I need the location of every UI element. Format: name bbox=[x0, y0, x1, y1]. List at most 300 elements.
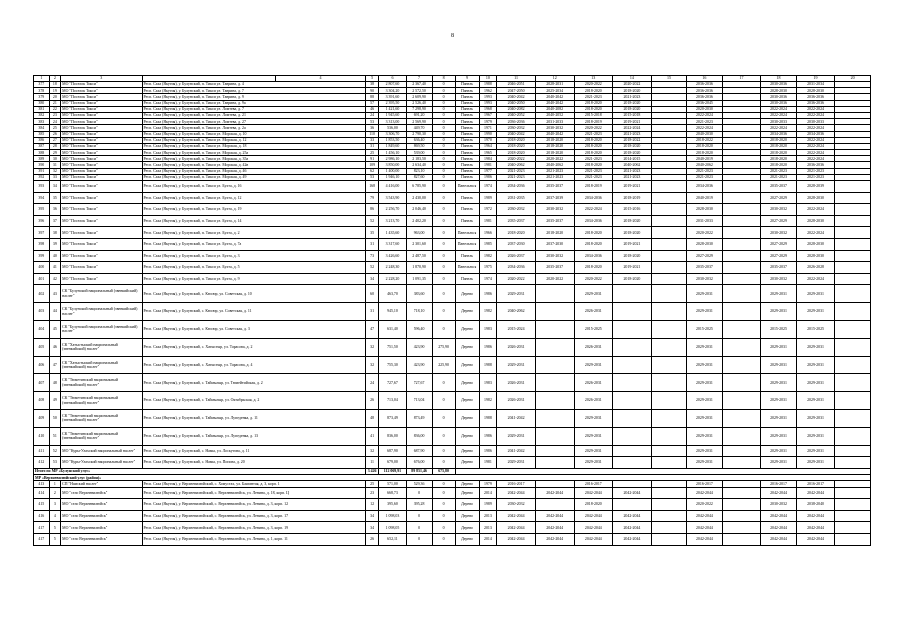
c10-cell: 2020-2022 bbox=[497, 156, 536, 162]
municipality-cell: МО "Поселок Тикси" bbox=[61, 262, 142, 274]
c10-cell: 2018-2020 bbox=[497, 143, 536, 149]
c11-cell: 2020-2022 bbox=[535, 156, 574, 162]
c12-cell: 2034-2036 bbox=[574, 250, 613, 262]
municipality-cell: МО "Куры-Улахский национальный наслег" bbox=[61, 445, 142, 457]
c15-cell: 2042-2044 bbox=[687, 534, 722, 546]
c14-cell bbox=[651, 273, 686, 285]
c12-cell: 2018-2019 bbox=[574, 181, 613, 193]
total-area-cell: 1 098,05 bbox=[379, 522, 406, 534]
item-number: 22 bbox=[49, 106, 60, 112]
c17-cell: 2029-2031 bbox=[761, 374, 796, 392]
c15-cell: 2021-2023 bbox=[687, 174, 722, 180]
wall-material-cell: Дерево bbox=[455, 356, 479, 374]
municipality-cell: СП "Намский наслег" bbox=[61, 481, 142, 487]
other-area-cell: 0 bbox=[432, 227, 455, 239]
c13-cell: 2020-2022 bbox=[613, 82, 652, 88]
row-number: 409 bbox=[34, 409, 50, 427]
c19-cell bbox=[835, 409, 871, 427]
c15-cell: 2027-2029 bbox=[687, 250, 722, 262]
other-area-cell: 0 bbox=[432, 94, 455, 100]
item-number: 24 bbox=[49, 119, 60, 125]
c12-cell: 2029-2031 bbox=[574, 285, 613, 303]
c16-cell bbox=[722, 522, 761, 534]
table-row bbox=[34, 227, 871, 239]
item-number: 37 bbox=[49, 215, 60, 227]
c11-cell: 2040-2042 bbox=[535, 131, 574, 137]
year-cell: 1986 bbox=[479, 445, 497, 457]
c14-cell bbox=[651, 457, 686, 469]
count-cell: 24 bbox=[365, 374, 379, 392]
c17-cell: 2022-2024 bbox=[761, 112, 796, 118]
other-area-cell: 0 bbox=[432, 262, 455, 274]
item-number: 28 bbox=[49, 143, 60, 149]
count-cell: 33 bbox=[365, 137, 379, 143]
living-area-cell: 827,60 bbox=[406, 174, 432, 180]
item-number: 38 bbox=[49, 227, 60, 239]
year-cell: 1967 bbox=[479, 112, 497, 118]
c16-cell bbox=[722, 499, 761, 511]
c18-cell: 2026-2028 bbox=[796, 262, 835, 274]
count-cell: 46 bbox=[365, 106, 379, 112]
c10-cell: 2031-2035 bbox=[497, 192, 536, 204]
c14-cell bbox=[651, 392, 686, 410]
c15-cell: 2029-2031 bbox=[687, 457, 722, 469]
c19-cell bbox=[835, 499, 871, 511]
c16-cell bbox=[722, 356, 761, 374]
count-cell: 48 bbox=[365, 409, 379, 427]
c17-cell: 2035-2037 bbox=[761, 181, 796, 193]
c12-cell: 2021-2023 bbox=[574, 156, 613, 162]
c12-cell: 2018-2020 bbox=[574, 262, 613, 274]
row-number: 388 bbox=[34, 150, 50, 156]
c12-cell: 2021-2023 bbox=[574, 131, 613, 137]
wall-material-cell: Панель bbox=[455, 119, 479, 125]
address-cell: Респ. Саха (Якутия), у. Булунский, п. Тикси ул. Бухта, д. 19 bbox=[142, 204, 365, 216]
other-area-cell: 0 bbox=[432, 392, 455, 410]
row-number: 383 bbox=[34, 119, 50, 125]
address-cell: Респ. Саха (Якутия), у. Булунский, п. Тикси ул. Ломтева, д. 21 bbox=[142, 112, 365, 118]
other-area-cell: 0 bbox=[432, 131, 455, 137]
wall-material-cell: Дерево bbox=[455, 457, 479, 469]
item-number: 41 bbox=[49, 262, 60, 274]
living-area-cell: 2 572,50 bbox=[406, 88, 432, 94]
c13-cell: 2018-2020 bbox=[613, 250, 652, 262]
table-row bbox=[34, 457, 871, 469]
other-area-cell: 0 bbox=[432, 445, 455, 457]
row-number: 381 bbox=[34, 106, 50, 112]
living-area-cell: 596,40 bbox=[406, 320, 432, 338]
c17-cell: 2018-2020 bbox=[761, 150, 796, 156]
other-area-cell: 0 bbox=[432, 181, 455, 193]
c10-cell: 2026-2031 bbox=[497, 374, 536, 392]
c15-cell: 2022-2024 bbox=[687, 112, 722, 118]
wall-material-cell: Дерево bbox=[455, 320, 479, 338]
c16-cell bbox=[722, 181, 761, 193]
address-cell: Респ. Саха (Якутия), у. Верхневилюйский, с. Хомустах, ул. Баягантая, д. 3, корп. 1 bbox=[142, 481, 365, 487]
c11-cell bbox=[535, 499, 574, 511]
page-number: 8 bbox=[451, 33, 454, 39]
c10-cell: 2047-2050 bbox=[497, 88, 536, 94]
living-area-cell: 395,28 bbox=[406, 499, 432, 511]
item-number: 36 bbox=[49, 204, 60, 216]
c13-cell: 2042-2044 bbox=[613, 510, 652, 522]
c15-cell: 2036-2036 bbox=[687, 82, 722, 88]
c13-cell bbox=[613, 356, 652, 374]
other-area-cell: 0 bbox=[432, 204, 455, 216]
address-cell: Респ. Саха (Якутия), у. Булунский, п. Тикси ул. Таврина, д. 7 bbox=[142, 88, 365, 94]
c18-cell: 2021-2023 bbox=[796, 174, 835, 180]
c12-cell: 2015-2025 bbox=[574, 320, 613, 338]
year-cell: 1993 bbox=[479, 94, 497, 100]
municipality-cell: МО "Поселок Тикси" bbox=[61, 215, 142, 227]
year-cell: 1988 bbox=[479, 356, 497, 374]
row-number: 408 bbox=[34, 392, 50, 410]
total-area-cell: 836,00 bbox=[379, 427, 406, 445]
c11-cell bbox=[535, 338, 574, 356]
c11-cell bbox=[535, 427, 574, 445]
c14-cell bbox=[651, 285, 686, 303]
municipality-cell: МО "Поселок Тикси" bbox=[61, 150, 142, 156]
count-cell: 88 bbox=[365, 94, 379, 100]
c14-cell bbox=[651, 427, 686, 445]
count-cell: 86 bbox=[365, 204, 379, 216]
c12-cell: 2020-2022 bbox=[574, 273, 613, 285]
c10-cell: 2021-2023 bbox=[497, 174, 536, 180]
other-area-cell: 0 bbox=[432, 174, 455, 180]
c11-cell: 2030-2032 bbox=[535, 250, 574, 262]
c17-cell: 2029-2031 bbox=[761, 338, 796, 356]
living-area-cell: 539,00 bbox=[406, 150, 432, 156]
item-number: 50 bbox=[49, 409, 60, 427]
municipality-cell: МО "Поселок Тикси" bbox=[61, 250, 142, 262]
c10-cell: 2042-2044 bbox=[497, 522, 536, 534]
c14-cell bbox=[651, 534, 686, 546]
c17-cell: 2030-2036 bbox=[761, 94, 796, 100]
total-area-cell: 2 256,70 bbox=[379, 204, 406, 216]
c15-cell: 2029-2031 bbox=[687, 338, 722, 356]
row-number: 396 bbox=[34, 215, 50, 227]
c13-cell: 2021-2023 bbox=[613, 174, 652, 180]
c16-cell bbox=[722, 215, 761, 227]
total-area-cell: 2 228,20 bbox=[379, 273, 406, 285]
c13-cell: 2019-2021 bbox=[613, 181, 652, 193]
c11-cell: 2035-2037 bbox=[535, 181, 574, 193]
table-row bbox=[34, 356, 871, 374]
living-area-cell: 2 790,30 bbox=[406, 131, 432, 137]
c18-cell: 2042-2044 bbox=[796, 522, 835, 534]
item-number: 48 bbox=[49, 374, 60, 392]
c17-cell: 2018-2020 bbox=[761, 156, 796, 162]
address-cell: Респ. Саха (Якутия), у. Булунский, с. Намы, ул. Попова, д. 20 bbox=[142, 457, 365, 469]
c18-cell: 2028-2030 bbox=[796, 88, 835, 94]
total-area-cell: 1 456,10 bbox=[379, 150, 406, 156]
other-area-cell: 0 bbox=[432, 215, 455, 227]
table-row bbox=[34, 522, 871, 534]
other-area-cell: 275,90 bbox=[432, 338, 455, 356]
c10-cell: 2040-2042 bbox=[497, 94, 536, 100]
other-area-cell: 0 bbox=[432, 137, 455, 143]
c13-cell: 2042-2044 bbox=[613, 522, 652, 534]
c15-cell: 2030-2032 bbox=[687, 273, 722, 285]
living-area-cell: 727,67 bbox=[406, 374, 432, 392]
address-cell: Респ. Саха (Якутия), у. Булунский, п. Тикси ул. Бухта, д. 14 bbox=[142, 215, 365, 227]
other-area-cell: 0 bbox=[432, 250, 455, 262]
year-cell: 1977 bbox=[479, 168, 497, 174]
item-number: 2 bbox=[49, 487, 60, 499]
wall-material-cell: Дерево bbox=[455, 499, 479, 511]
municipality-cell: МО "Поселок Тикси" bbox=[61, 162, 142, 168]
municipality-cell: МО "Поселок Тикси" bbox=[61, 143, 142, 149]
table-row bbox=[34, 181, 871, 193]
item-number: 44 bbox=[49, 303, 60, 321]
c10-cell: 2041-2042 bbox=[497, 445, 536, 457]
c12-cell: 2021-2023 bbox=[574, 174, 613, 180]
c10-cell: 2040-2062 bbox=[497, 162, 536, 168]
wall-material-cell: Панельна я bbox=[455, 262, 479, 274]
c17-cell: 2027-2029 bbox=[761, 192, 796, 204]
c13-cell bbox=[613, 320, 652, 338]
year-cell: 2013 bbox=[479, 510, 497, 522]
c13-cell bbox=[613, 499, 652, 511]
c16-cell bbox=[722, 238, 761, 250]
c17-cell: 2029-2031 bbox=[761, 445, 796, 457]
table-row bbox=[34, 320, 871, 338]
row-number: 401 bbox=[34, 273, 50, 285]
item-number: 25 bbox=[49, 125, 60, 131]
c18-cell: 2034-2036 bbox=[796, 131, 835, 137]
c13-cell: 2018-2020 bbox=[613, 88, 652, 94]
c12-cell: 2018-2020 bbox=[574, 227, 613, 239]
row-number: 417 bbox=[34, 522, 50, 534]
wall-material-cell: Панель bbox=[455, 168, 479, 174]
c10-cell: 2020-2022 bbox=[497, 273, 536, 285]
living-area-cell: 0 bbox=[406, 522, 432, 534]
c12-cell: 2029-2031 bbox=[574, 445, 613, 457]
c16-cell bbox=[722, 303, 761, 321]
year-cell: 1986 bbox=[479, 427, 497, 445]
living-area-cell: 2 430,00 bbox=[406, 192, 432, 204]
c18-cell: 2022-2024 bbox=[796, 125, 835, 131]
municipality-cell: МО "Поселок Тикси" bbox=[61, 131, 142, 137]
c17-cell: 2034-2036 bbox=[761, 131, 796, 137]
c18-cell: 2029-2031 bbox=[796, 338, 835, 356]
c15-cell: 2018-2022 bbox=[687, 137, 722, 143]
other-area-cell: 0 bbox=[432, 88, 455, 94]
municipality-cell: МО "Поселок Тикси" bbox=[61, 192, 142, 204]
c16-cell bbox=[722, 192, 761, 204]
column-number: 11 bbox=[497, 76, 536, 82]
row-number: 377 bbox=[34, 82, 50, 88]
c13-cell bbox=[613, 392, 652, 410]
c13-cell bbox=[613, 374, 652, 392]
row-number: 378 bbox=[34, 88, 50, 94]
count-cell: 47 bbox=[365, 320, 379, 338]
count-cell: 73 bbox=[365, 250, 379, 262]
year-cell: 1988 bbox=[479, 82, 497, 88]
other-area-cell: 0 bbox=[432, 374, 455, 392]
c14-cell bbox=[651, 338, 686, 356]
c16-cell bbox=[722, 427, 761, 445]
total-area-cell: 463,70 bbox=[379, 285, 406, 303]
wall-material-cell: Панель bbox=[455, 137, 479, 143]
address-cell: Респ. Саха (Якутия), у. Булунский, п. Тикси ул. Бухта, д. 7а bbox=[142, 238, 365, 250]
other-area-cell: 0 bbox=[432, 119, 455, 125]
address-cell: Респ. Саха (Якутия), у. Булунский, п. Тикси ул. Ломтева, д. 2а bbox=[142, 125, 365, 131]
living-area-cell: 713,04 bbox=[406, 392, 432, 410]
living-area-cell: 2 487,50 bbox=[406, 250, 432, 262]
wall-material-cell: Дерево bbox=[455, 285, 479, 303]
item-number: 3 bbox=[49, 499, 60, 511]
address-cell: Респ. Саха (Якутия), у. Булунский, п. Тикси ул. Морская, д. 35а bbox=[142, 156, 365, 162]
address-cell: Респ. Саха (Якутия), у. Булунский, с. Хатыстыр, ул. Тарасова, д. 4 bbox=[142, 356, 365, 374]
c10-cell: 2042-2044 bbox=[497, 510, 536, 522]
item-number: 21 bbox=[49, 100, 60, 106]
total-area-cell: 1 098,03 bbox=[379, 510, 406, 522]
c13-cell: 2021-2023 bbox=[613, 168, 652, 174]
living-area-cell: 636,40 bbox=[406, 137, 432, 143]
wall-material-cell: Дерево bbox=[455, 303, 479, 321]
c13-cell: 2018-2022 bbox=[613, 137, 652, 143]
c15-cell: 2036-2036 bbox=[687, 88, 722, 94]
address-cell: Респ. Саха (Якутия), у. Булунский, с. Намы, ул. Лоскутова, д. 11 bbox=[142, 445, 365, 457]
summary-area: 112 069,91 bbox=[379, 468, 406, 474]
address-cell: Респ. Саха (Якутия), у. Булунский, п. Тикси ул. Морская, д. 25а bbox=[142, 150, 365, 156]
wall-material-cell: Панель bbox=[455, 143, 479, 149]
c14-cell bbox=[651, 227, 686, 239]
other-area-cell: 0 bbox=[432, 285, 455, 303]
c17-cell: 2030-2032 bbox=[761, 499, 796, 511]
c14-cell bbox=[651, 215, 686, 227]
count-cell: 25 bbox=[365, 481, 379, 487]
c19-cell bbox=[835, 534, 871, 546]
total-area-cell: 3 426,60 bbox=[379, 250, 406, 262]
c12-cell: 2034-2036 bbox=[574, 192, 613, 204]
c10-cell: 2026-2031 bbox=[497, 338, 536, 356]
c10-cell: 2041-2042 bbox=[497, 409, 536, 427]
c16-cell bbox=[722, 409, 761, 427]
living-area-cell: 1 870,90 bbox=[406, 262, 432, 274]
item-number: 51 bbox=[49, 427, 60, 445]
other-area-cell: 0 bbox=[432, 427, 455, 445]
table-row bbox=[34, 392, 871, 410]
other-area-cell: 0 bbox=[432, 457, 455, 469]
c11-cell bbox=[535, 303, 574, 321]
c13-cell: 2018-2019 bbox=[613, 192, 652, 204]
total-area-cell: 3 391,60 bbox=[379, 94, 406, 100]
address-cell: Респ. Саха (Якутия), у. Булунский, п. Тикси ул. Ломтева, д. 7 bbox=[142, 106, 365, 112]
c12-cell: 2018-2020 bbox=[574, 100, 613, 106]
item-number: 40 bbox=[49, 250, 60, 262]
c18-cell: 2042-2044 bbox=[796, 510, 835, 522]
table-row bbox=[34, 510, 871, 522]
count-cell: 34 bbox=[365, 510, 379, 522]
count-cell: 91 bbox=[365, 156, 379, 162]
address-cell: Респ. Саха (Якутия), у. Булунский, п. Тикси ул. Бухта, д. 3 bbox=[142, 250, 365, 262]
c12-cell: 2029-2031 bbox=[574, 356, 613, 374]
c17-cell: 2022-2024 bbox=[761, 125, 796, 131]
year-cell: 1970 bbox=[479, 137, 497, 143]
c14-cell bbox=[651, 262, 686, 274]
year-cell: 1993 bbox=[479, 100, 497, 106]
item-number: 42 bbox=[49, 273, 60, 285]
row-number: 417 bbox=[34, 534, 50, 546]
municipality-cell: СК "Тюметинский национальный (эвенкийский) наслег" bbox=[61, 392, 142, 410]
count-cell: 168 bbox=[365, 181, 379, 193]
c12-cell: 2029-2031 bbox=[574, 409, 613, 427]
c11-cell: 2040-2052 bbox=[535, 112, 574, 118]
municipality-cell: МО "Поселок Тикси" bbox=[61, 112, 142, 118]
c15-cell: 2040-2030 bbox=[687, 131, 722, 137]
c18-cell: 2038-2040 bbox=[796, 499, 835, 511]
year-cell: 1988 bbox=[479, 409, 497, 427]
c13-cell bbox=[613, 409, 652, 427]
c15-cell: 2020-2022 bbox=[687, 227, 722, 239]
table-row bbox=[34, 285, 871, 303]
c19-cell bbox=[835, 445, 871, 457]
other-area-cell: 0 bbox=[432, 150, 455, 156]
c15-cell: 2036-2036 bbox=[687, 94, 722, 100]
municipality-cell: МО "село Верхневилюйск" bbox=[61, 499, 142, 511]
column-number: 7 bbox=[406, 76, 432, 82]
c18-cell: 2028-2030 bbox=[796, 238, 835, 250]
year-cell: 1989 bbox=[479, 499, 497, 511]
c15-cell: 2035-2037 bbox=[687, 262, 722, 274]
c11-cell: 2037-2030 bbox=[535, 238, 574, 250]
c12-cell: 2021-2023 bbox=[574, 168, 613, 174]
c18-cell: 2029-2031 bbox=[796, 392, 835, 410]
living-area-cell: 2 046,40 bbox=[406, 204, 432, 216]
c12-cell: 2018-2020 bbox=[574, 106, 613, 112]
address-cell: Респ. Саха (Якутия), у. Булунский, п. Тикси ул. Таврина, д. 9а bbox=[142, 100, 365, 106]
c18-cell: 2029-2031 bbox=[796, 409, 835, 427]
wall-material-cell: Панель bbox=[455, 174, 479, 180]
c10-cell: 2015-2024 bbox=[497, 320, 536, 338]
c18-cell: 2029-2031 bbox=[796, 356, 835, 374]
c17-cell: 2018-2020 bbox=[761, 162, 796, 168]
count-cell: 32 bbox=[365, 445, 379, 457]
item-number: 34 bbox=[49, 181, 60, 193]
year-cell: 1989 bbox=[479, 192, 497, 204]
address-cell: Респ. Саха (Якутия), у. Булунский, п. Тикси ул. Морская, д. 49 bbox=[142, 174, 365, 180]
c13-cell: 2022-2024 bbox=[613, 125, 652, 131]
c16-cell bbox=[722, 374, 761, 392]
item-number: 5 bbox=[49, 534, 60, 546]
total-area-cell: 571,00 bbox=[379, 481, 406, 487]
wall-material-cell: Панель bbox=[455, 215, 479, 227]
municipality-cell: МО "Поселок Тикси" bbox=[61, 204, 142, 216]
total-area-cell: 668,73 bbox=[379, 487, 406, 499]
year-cell: 1984 bbox=[479, 156, 497, 162]
column-number: 1 bbox=[34, 76, 50, 82]
c12-cell: 2018-2020 bbox=[574, 162, 613, 168]
municipality-cell: МО "Поселок Тикси" bbox=[61, 137, 142, 143]
c19-cell bbox=[835, 262, 871, 274]
c15-cell: 2029-2031 bbox=[687, 303, 722, 321]
c16-cell bbox=[722, 445, 761, 457]
total-area-cell: 1 946,10 bbox=[379, 174, 406, 180]
summary-label: Итого по МР «Булунский улус» bbox=[34, 468, 366, 474]
c14-cell bbox=[651, 374, 686, 392]
column-number: 12 bbox=[535, 76, 574, 82]
municipality-cell: МО "Поселок Тикси" bbox=[61, 156, 142, 162]
table-row bbox=[34, 445, 871, 457]
c13-cell: 2018-2020 bbox=[613, 100, 652, 106]
item-number: 47 bbox=[49, 356, 60, 374]
count-cell: 41 bbox=[365, 427, 379, 445]
living-area-cell: 423,90 bbox=[406, 338, 432, 356]
c19-cell bbox=[835, 227, 871, 239]
c17-cell: 2029-2031 bbox=[761, 392, 796, 410]
